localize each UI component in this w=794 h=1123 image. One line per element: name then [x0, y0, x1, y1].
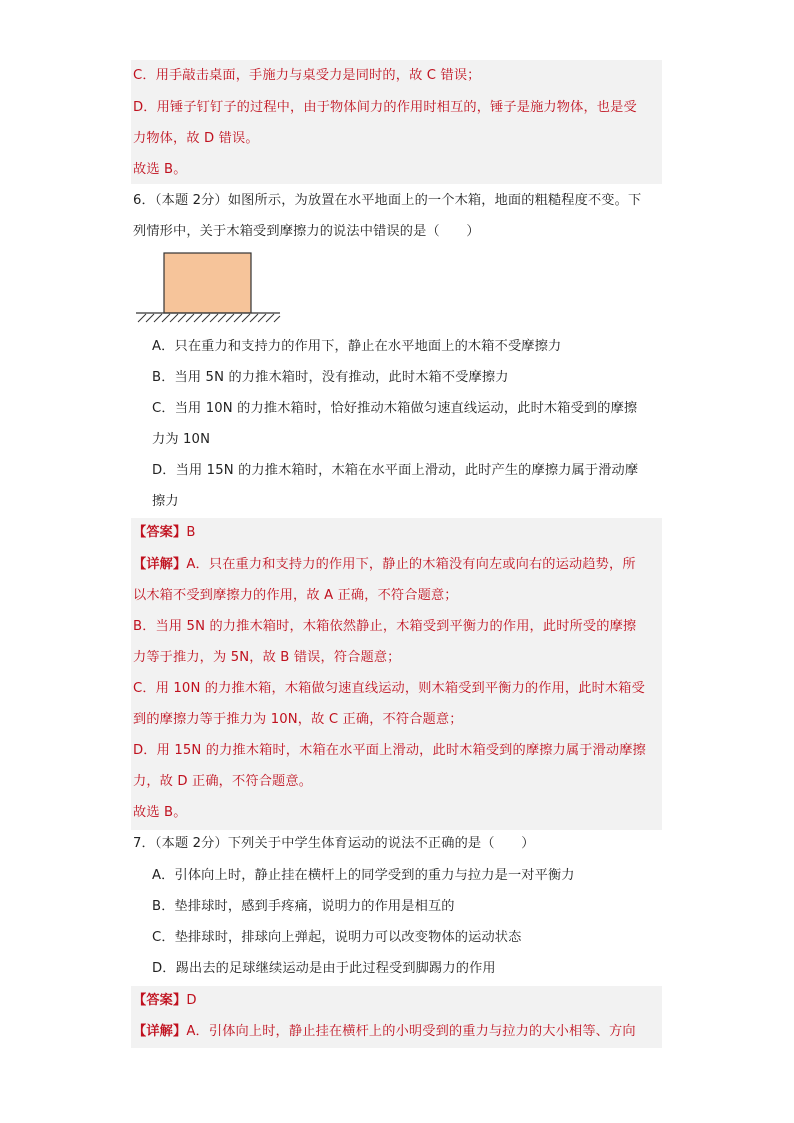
q7-detail-label: 【详解】	[133, 1024, 187, 1039]
prev-choose: 故选 B。	[133, 162, 187, 177]
q6-detail-line-a1	[133, 555, 636, 575]
q6-detail-line-a2: 以木箱不受到摩擦力的作用，故 A 正确，不符合题意；	[133, 588, 458, 603]
q6-answer-label: 【答案】	[133, 525, 187, 540]
q6-option-c-line2: 力为 10N	[152, 432, 211, 447]
q6-detail-a1-text: A．只在重力和支持力的作用下，静止的木箱没有向左或向右的运动趋势，所	[186, 557, 636, 572]
q7-answer-label: 【答案】	[133, 993, 187, 1008]
q6-detail-line-b1: B．当用 5N 的力推木箱时，木箱依然静止，木箱受到平衡力的作用，此时所受的摩擦	[133, 619, 637, 634]
q6-figure-box-on-ground	[134, 250, 284, 326]
wooden-box	[164, 253, 251, 313]
q7-answer	[133, 991, 197, 1011]
q6-option-a: A．只在重力和支持力的作用下，静止在水平地面上的木箱不受摩擦力	[152, 339, 562, 354]
q6-choose: 故选 B。	[133, 805, 187, 820]
q6-answer-value: B	[186, 525, 196, 540]
q7-stem: 7．（本题 2分）下列关于中学生体育运动的说法不正确的是（ ）	[133, 836, 535, 851]
q6-stem-line1: 6．（本题 2分）如图所示，为放置在水平地面上的一个木箱，地面的粗糙程度不变。下	[133, 193, 642, 208]
q7-option-c: C．垫排球时，排球向上弹起，说明力可以改变物体的运动状态	[152, 930, 522, 945]
q7-option-a: A．引体向上时，静止挂在横杆上的同学受到的重力与拉力是一对平衡力	[152, 868, 575, 883]
q6-stem-line2: 列情形中，关于木箱受到摩擦力的说法中错误的是（ ）	[133, 224, 480, 239]
q6-detail-label: 【详解】	[133, 557, 187, 572]
q6-detail-line-d1: D．用 15N 的力推木箱时，木箱在水平面上滑动，此时木箱受到的摩擦力属于滑动摩擦	[133, 743, 646, 758]
prev-detail-line-c: C．用手敲击桌面，手施力与桌受力是同时的，故 C 错误；	[133, 68, 481, 83]
prev-detail-line-d1: D．用锤子钉钉子的过程中，由于物体间力的作用时相互的，锤子是施力物体，也是受	[133, 100, 637, 115]
q6-option-d-line1: D．当用 15N 的力推木箱时，木箱在水平面上滑动，此时产生的摩擦力属于滑动摩	[152, 463, 639, 478]
q6-option-d-line2: 擦力	[152, 494, 179, 509]
ground-hatching	[138, 314, 280, 322]
q6-detail-line-c1: C．用 10N 的力推木箱，木箱做匀速直线运动，则木箱受到平衡力的作用，此时木箱受	[133, 681, 645, 696]
q7-answer-value: D	[186, 993, 197, 1008]
q7-option-b: B．垫排球时，感到手疼痛，说明力的作用是相互的	[152, 899, 455, 914]
q7-option-d: D．踢出去的足球继续运动是由于此过程受到脚踢力的作用	[152, 961, 496, 976]
q6-answer	[133, 523, 196, 543]
q7-detail-line-a1	[133, 1022, 636, 1042]
q6-detail-line-c2: 到的摩擦力等于推力为 10N，故 C 正确，不符合题意；	[133, 712, 463, 727]
q6-detail-line-b2: 力等于推力，为 5N，故 B 错误，符合题意；	[133, 650, 401, 665]
q6-option-b: B．当用 5N 的力推木箱时，没有推动，此时木箱不受摩擦力	[152, 370, 509, 385]
q6-option-c-line1: C．当用 10N 的力推木箱时，恰好推动木箱做匀速直线运动，此时木箱受到的摩擦	[152, 401, 638, 416]
q6-detail-line-d2: 力，故 D 正确，不符合题意。	[133, 774, 313, 789]
q7-detail-a1-text: A．引体向上时，静止挂在横杆上的小明受到的重力与拉力的大小相等、方向	[186, 1024, 636, 1039]
prev-detail-line-d2: 力物体，故 D 错误。	[133, 131, 259, 146]
